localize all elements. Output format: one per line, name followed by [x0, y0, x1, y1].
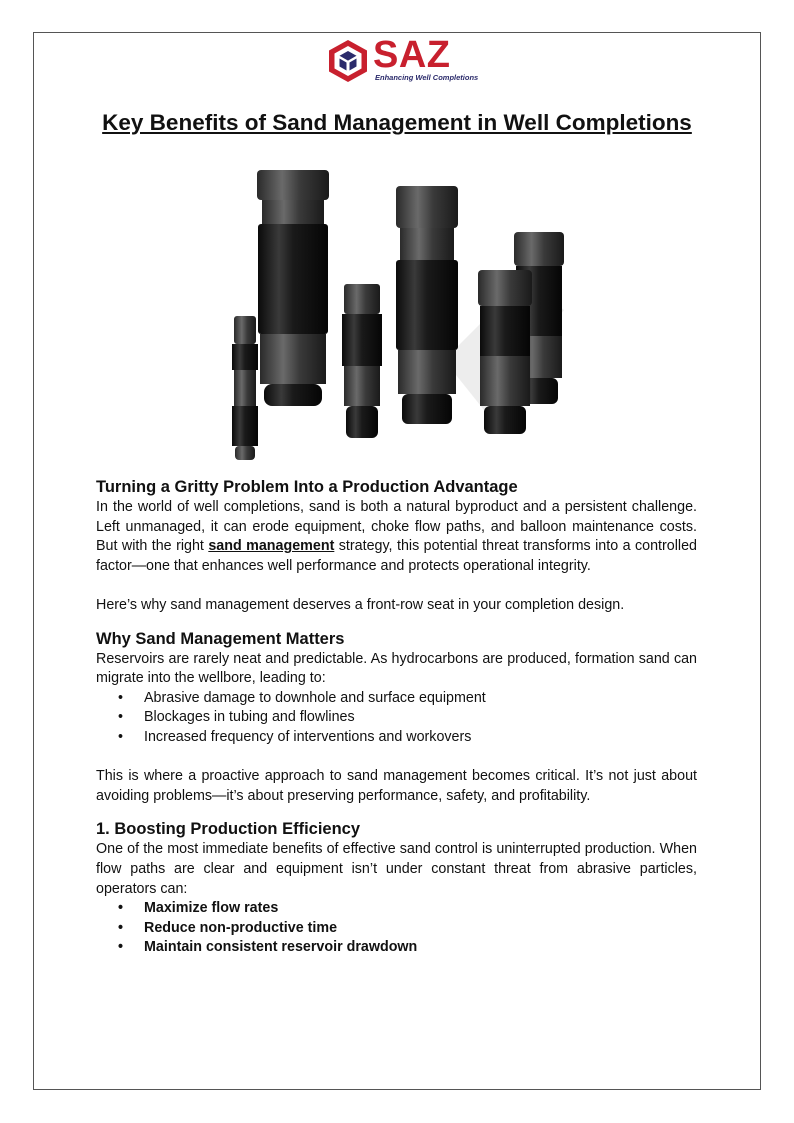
article-body [96, 476, 697, 958]
paragraph: Reservoirs are rarely neat and predictable. As hydrocarbons are produced, formation sand can migrate into the wellbore, leading to: [96, 650, 697, 687]
section-heading: Turning a Gritty Problem Into a Production Advantage [96, 478, 518, 496]
list-item: • Blockages in tubing and flowlines [144, 708, 697, 728]
sand-management-link[interactable]: sand management [208, 538, 335, 555]
list-item: • Abrasive damage to downhole and surface equipment [144, 689, 697, 709]
company-logo[interactable] [325, 34, 479, 86]
list-item: • Maintain consistent reservoir drawdown [144, 938, 697, 958]
paragraph: This is where a proactive approach to sand management becomes critical. It’s not just about avoiding problems—it’s about preserving performance, safety, and profitability. [96, 768, 697, 804]
bullet-list [96, 899, 697, 958]
text: In the world of well completions, sand is both a natural byproduct and a persistent challenge. Left unmanaged, it can erode equipment, choke flow paths, and balloon maintenance costs. But with the right [96, 499, 697, 555]
paragraph: One of the most immediate benefits of effective sand control is uninterrupted production. When flow paths are clear and equipment isn’t under constant threat from abrasive particles, operators can: [96, 841, 697, 897]
section-heading: Why Sand Management Matters [96, 629, 345, 648]
list-item: • Maximize flow rates [144, 899, 697, 919]
paragraph [96, 498, 697, 576]
page-title: Key Benefits of Sand Management in Well Completions [102, 110, 692, 135]
list-item: • Increased frequency of interventions and workovers [144, 728, 697, 748]
section-heading: 1. Boosting Production Efficiency [96, 820, 361, 839]
list-item: • Reduce non-productive time [144, 919, 697, 939]
logo-tagline: Enhancing Well Completions [375, 73, 479, 82]
hexagon-logo-icon [325, 38, 371, 84]
sand-screen-tools-photo [224, 160, 572, 476]
bullet-list [96, 689, 697, 748]
text: strategy, this potential threat transforms into a controlled factor—one that enhances well performance and protects operational integrity. [96, 538, 697, 574]
logo-brand: SAZ [373, 34, 451, 76]
paragraph: Here’s why sand management deserves a front-row seat in your completion design. [96, 596, 625, 613]
